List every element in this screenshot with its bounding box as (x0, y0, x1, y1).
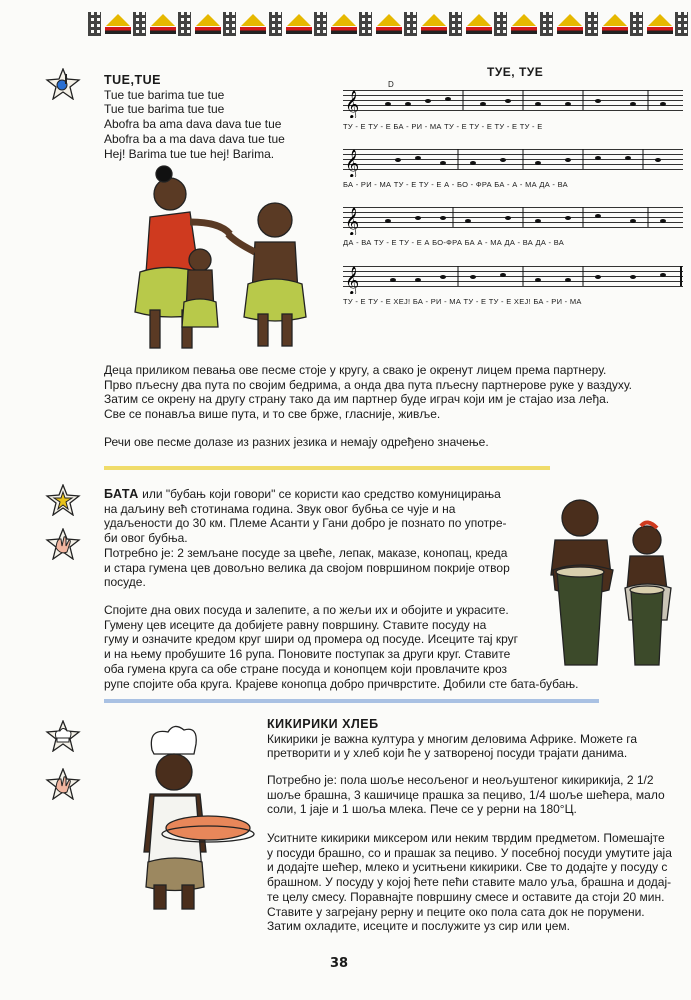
paragraph-line: Прво пљесну два пута по својим бедрима, а онда два пута пљесну партнерове руке у ваздуху. (104, 377, 632, 392)
poem-line: Tue tue barima tue tue (104, 87, 225, 102)
paragraph-line: Уситните кикирики миксером или неким тврдим предметом. Помешајте (267, 831, 665, 845)
tue-description (104, 363, 679, 422)
paragraph-line: или "бубањ који говори" се користи као средство комуницирања (138, 487, 501, 501)
bread-instructions (267, 831, 687, 934)
paragraph-line: соли, 1 јаје и 1 шоља млека. Пече се у рерни на 180°Ц. (267, 802, 577, 817)
svg-text:𝄞: 𝄞 (345, 266, 360, 294)
paragraph-line: Потребно је: пола шоље несољеног и неољуштеног кикирикија, 2 1/2 (267, 773, 654, 787)
poem-line: Abofra ba ama dava dava tue tue (104, 117, 282, 132)
poem-line: Hej! Barima tue tue hej! Barima. (104, 146, 275, 161)
music-staff (343, 90, 683, 118)
paragraph-line: Затим охладите, исеците и послужите уз сир или џем. (267, 919, 571, 934)
paragraph-line: посуде. (104, 575, 146, 590)
music-title: ТУЕ, ТУЕ (487, 65, 544, 79)
paragraph-line: и додајте шећер, млеко и уситњени кикирики. Све то додајте у посуду с (267, 860, 668, 875)
bread-title: КИКИРИКИ ХЛЕБ (267, 717, 379, 731)
chord-label: D (388, 80, 394, 89)
music-note-icon (45, 68, 81, 100)
poem-block (104, 73, 324, 161)
hand-icon (45, 528, 81, 560)
paragraph-line: претворити и у хлеб који ће у затвореној посуди трајати данима. (267, 746, 628, 761)
drummers-illustration (535, 490, 683, 670)
bread-ingredients (267, 773, 687, 817)
bata-section (104, 487, 539, 590)
svg-text:𝄞: 𝄞 (345, 149, 360, 177)
music-lyric-line: ТУ - Е ТУ - Е БА - РИ - МА ТУ - Е ТУ - Е ТУ - Е ТУ - Е (343, 122, 543, 131)
paragraph-line: Кикирики је важна култура у многим деловима Африке. Можете га (267, 731, 638, 746)
dancing-children-illustration (120, 162, 320, 357)
paragraph-line: Гумену цев исеците да добијете равну површину. Ставите посуду на (104, 617, 487, 632)
paragraph-line: Спојите дна ових посуда и залепите, а по жељи их и обојите и украсите. (104, 603, 509, 617)
bata-instructions (104, 603, 604, 691)
svg-text:𝄞: 𝄞 (345, 90, 360, 118)
paragraph-line: Све се понавља више пута, и то све брже, гласније, живље. (104, 407, 441, 422)
paragraph-line: Потребно је: 2 земљане посуде за цвеће, лепак, маказе, конопац, креда (104, 545, 508, 560)
tue-note: Речи ове песме долазе из разних језика и немају одређено значење. (104, 435, 489, 449)
paragraph-line: рупе спојите оба круга. Крајеве конопца добро причврстите. Добили сте бата-бубањ. (104, 676, 579, 691)
music-staff (343, 207, 683, 235)
paragraph-line: гуму и означите кредом круг шири од промера од посуде. Исеците тај круг (104, 632, 519, 647)
paragraph-line: Деца приликом певања ове песме стоје у кругу, а свако је окренут лицем према партнеру. (104, 363, 607, 377)
star-icon (45, 484, 81, 516)
chef-hat-icon (45, 720, 81, 752)
divider (104, 466, 550, 470)
chef-illustration (140, 722, 265, 917)
poem-line: Abofra ba a ma dava dava tue tue (104, 131, 285, 146)
paragraph-line: те целу смесу. Поравнајте површину смесе и оставите да стоји 20 мин. (267, 889, 665, 904)
paragraph-line: брашном. У посуду у којој ћете пећи ставите мало уља, брашна и додај- (267, 875, 672, 890)
music-staff (343, 266, 683, 294)
paragraph-line: и на њему пробушите 16 рупа. Поновите поступак за други круг. Ставите (104, 647, 511, 662)
music-lyric-line: БА - РИ - МА ТУ - Е ТУ - Е А - БО - ФРА БА - А - МА ДА - ВА (343, 180, 568, 189)
music-staff (343, 149, 683, 177)
music-lyric-line: ДА - ВА ТУ - Е ТУ - Е А БО-ФРА БА А - МА ДА - ВА ДА - ВА (343, 238, 565, 247)
paragraph-line: оба гумена круга са обе стране посуда и конопцем који провлачите кроз (104, 661, 507, 676)
svg-text:𝄞: 𝄞 (345, 207, 360, 235)
paragraph-line: шоље брашна, 3 кашичице прашка за пециво, 1/4 шоље шећера, мало (267, 787, 665, 802)
paragraph-line: би овог бубња. (104, 531, 188, 546)
divider (104, 699, 599, 703)
poem-line: Tue tue barima tue tue (104, 102, 225, 117)
paragraph-line: и стара гумена цев довољно велика да својом површином покрије отвор (104, 560, 510, 575)
paragraph-line: Ставите у загрејану рерну и пеците око пола сата док не порумени. (267, 904, 645, 919)
bata-title: БАТА (104, 487, 139, 501)
paragraph-line: удаљености до 30 км. Племе Асанти у Гани добро је познато по употре- (104, 516, 507, 531)
paragraph-line: на даљину већ стотинама година. Звук овог бубња се чује и на (104, 501, 456, 516)
decorative-border (88, 12, 688, 38)
poem-title: TUE,TUE (104, 73, 161, 87)
hand-icon (45, 768, 81, 800)
paragraph-line: у посуди брашно, со и прашак за пециво. У посебној посуди умутите јаја (267, 845, 672, 860)
page-number: 38 (330, 956, 349, 971)
paragraph-line: Затим се окрену на другу страну тако да им партнер буде играч који им је стајао иза леђа. (104, 392, 610, 407)
music-lyric-line: ТУ - Е ТУ - Е ХЕЈ! БА - РИ - МА ТУ - Е ТУ - Е ХЕЈ! БА - РИ - МА (343, 297, 582, 306)
bread-section (267, 717, 687, 761)
